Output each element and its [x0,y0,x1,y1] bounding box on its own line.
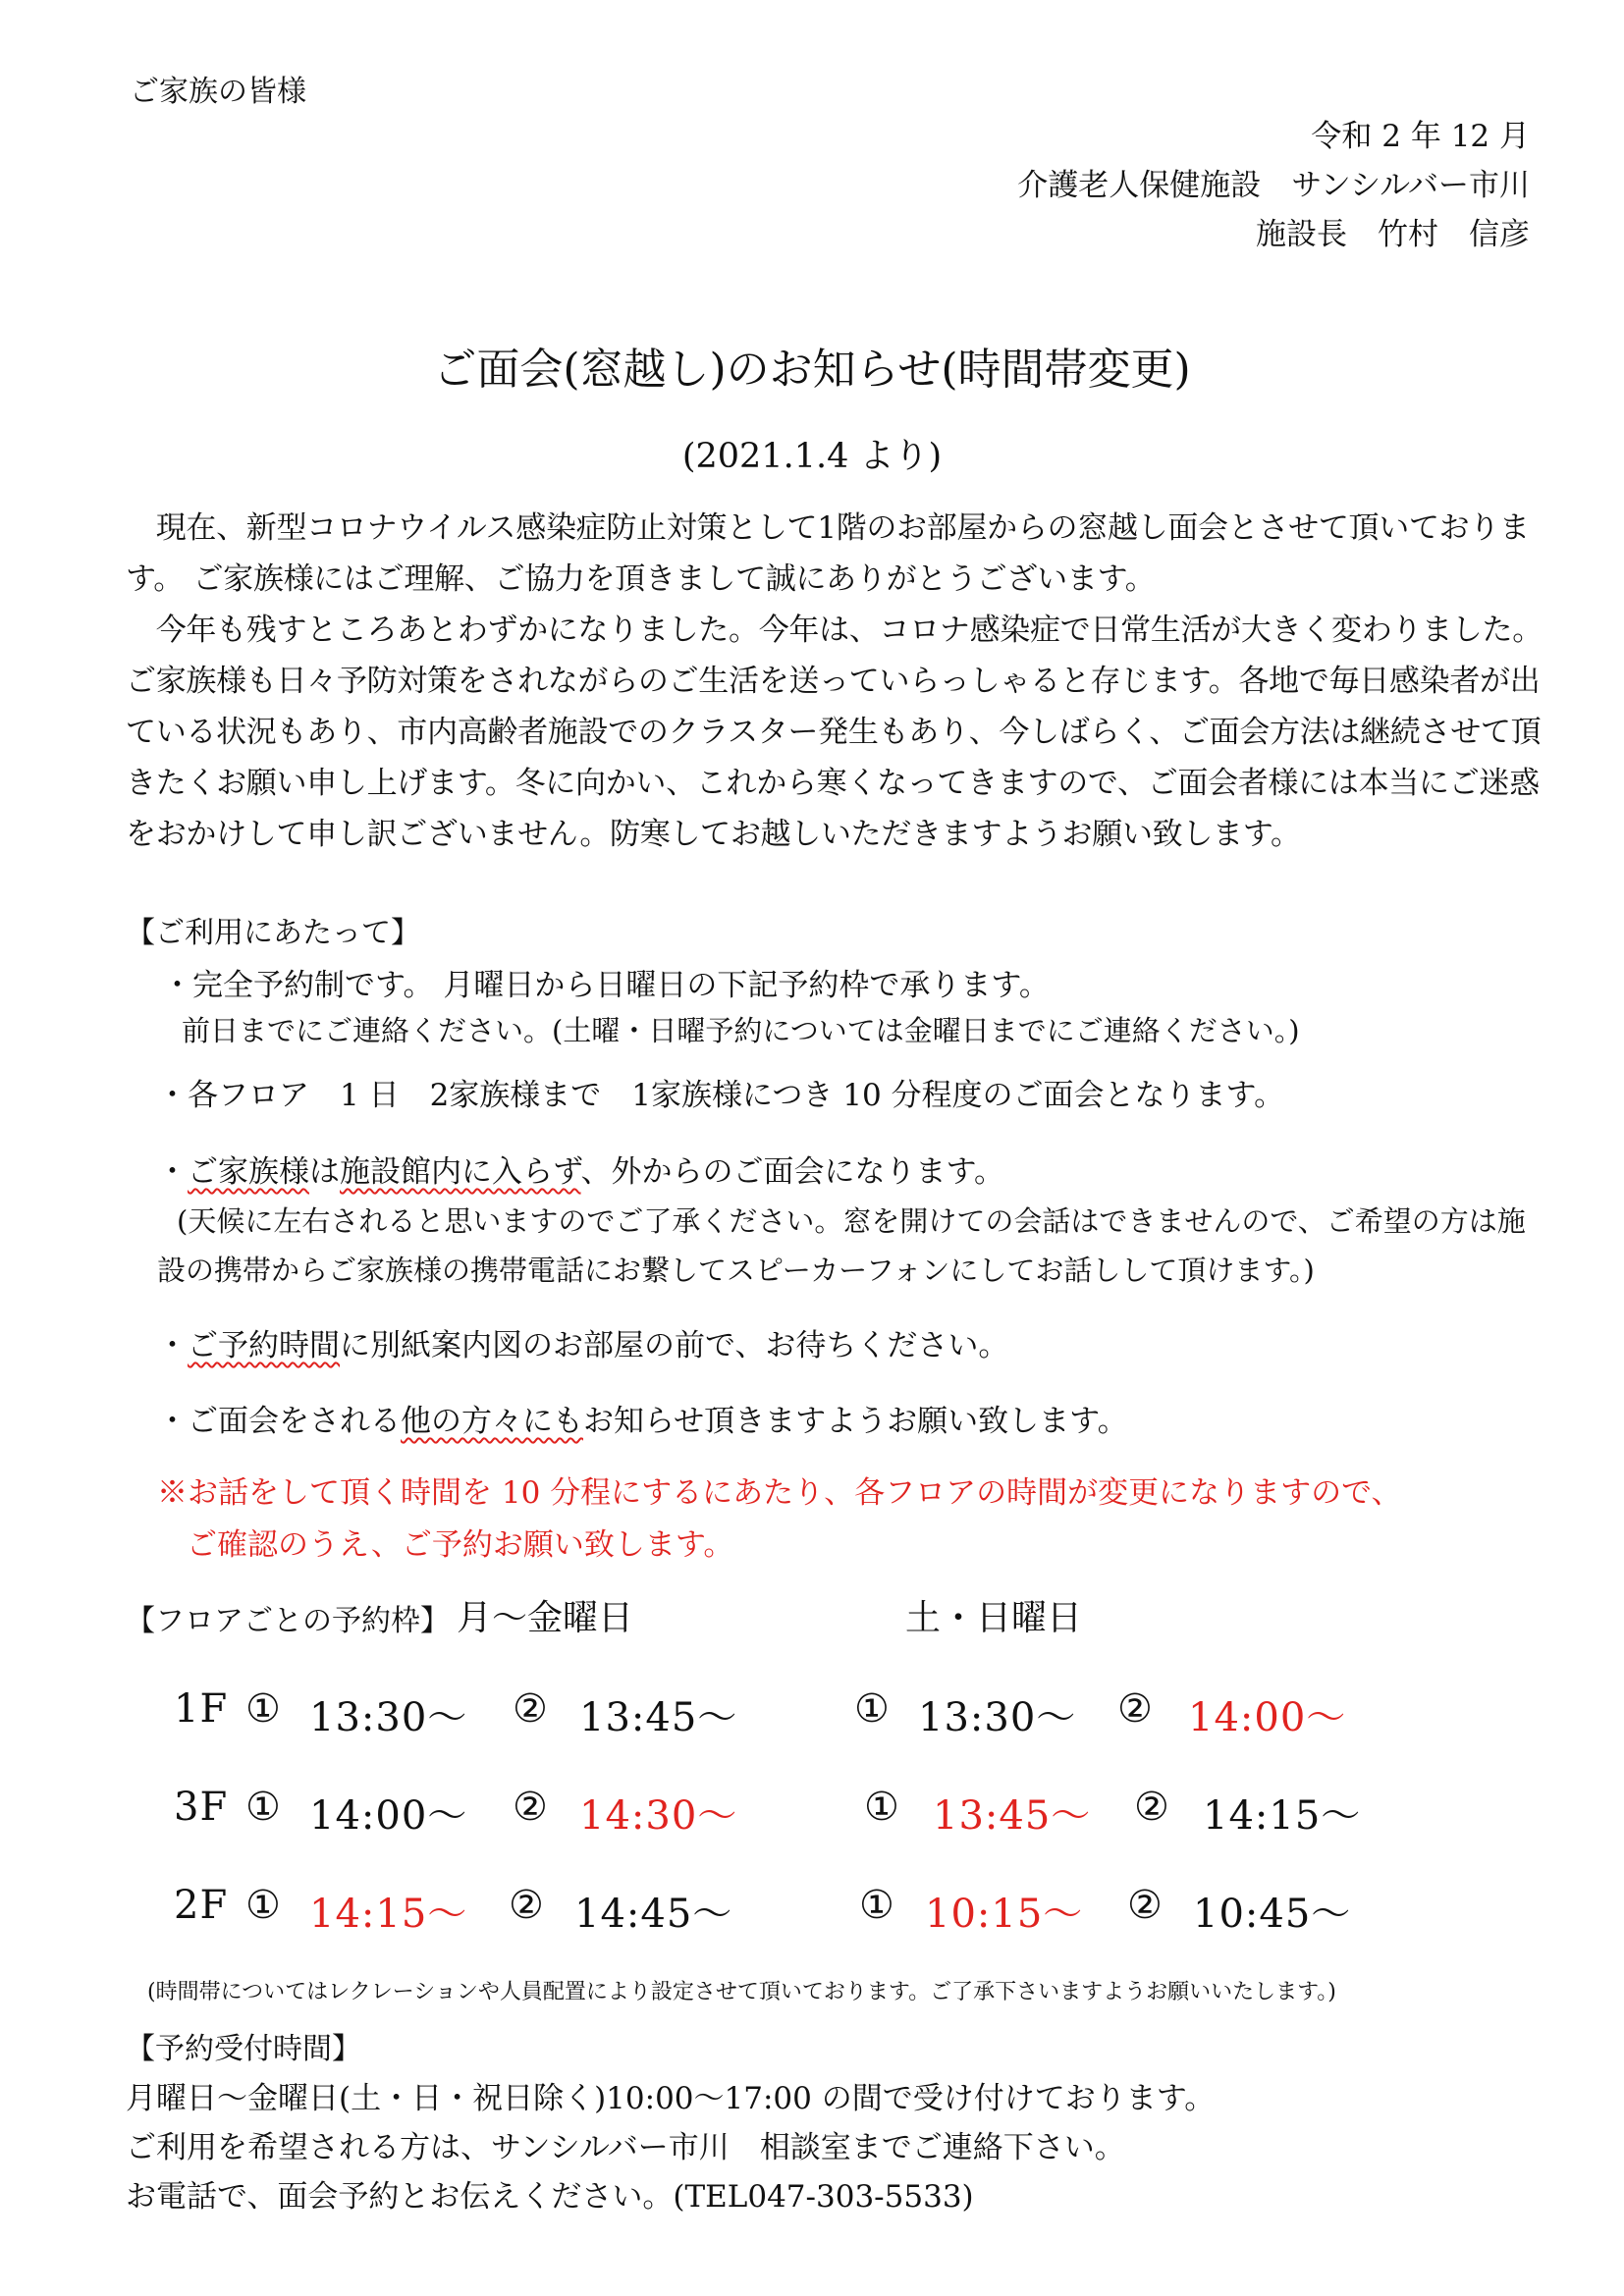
usage-item-4 [157,1320,1008,1364]
usage-item-3-underline-1: ご家族様 [188,1154,309,1190]
warning-line-2: ご確認のうえ、ご予約お願い致します。 [187,1527,734,1563]
reception-line-3: お電話で、面会予約とお伝えください。(TEL047-303-5533) [126,2179,974,2215]
slot-mark: ② [509,1883,545,1928]
facility-name: 介護老人保健施設 サンシルバー市川 [1017,168,1530,203]
reception-line-2: ご利用を希望される方は、サンシルバー市川 相談室までご連絡下さい。 [126,2130,1125,2165]
weekend-slot-1: 13:45～ [933,1793,1092,1839]
page-title: ご面会(窓越し)のお知らせ(時間帯変更) [433,345,1191,395]
reception-line-1: 月曜日～金曜日(土・日・祝日除く)10:00～17:00 の間で受け付けております。 [126,2081,1216,2116]
slot-mark: ② [1134,1785,1170,1830]
weekday-label: 月～金曜日 [457,1598,634,1638]
schedule-note: (時間帯についてはレクレーションや人員配置により設定させて頂いております。ご了承下さいますようお願いいたします。) [147,1980,1336,2004]
usage-item-3 [157,1147,1004,1191]
usage-item-3-note-1: (天候に左右されると思いますのでご了承ください。窓を開けての会話はできませんので、ご希望の方は施 [177,1204,1526,1238]
addressee: ご家族の皆様 [130,75,306,109]
intro-paragraph-1: 現在、新型コロナウイルス感染症防止対策として1階のお部屋からの窓越し面会とさせて頂いております。 ご家族様にはご理解、ご協力を頂きまして誠にありがとうございます。 [126,510,1530,597]
weekday-slot-1: 14:15～ [309,1892,468,1937]
usage-item-3-underline-2: 施設館内に入らず [340,1154,581,1190]
weekday-slot-1: 14:00～ [309,1793,468,1839]
slot-mark: ② [513,1686,549,1732]
usage-item-2: ・各フロア 1 日 2家族様まで 1家族様につき 10 分程度のご面会となります。 [157,1078,1285,1113]
slot-mark: ① [854,1686,891,1732]
usage-item-4-prefix: ・ [157,1328,188,1363]
usage-item-1a: ・完全予約制です。 月曜日から日曜日の下記予約枠で承ります。 [162,968,1050,1003]
slot-mark: ① [245,1686,282,1732]
usage-item-3-note-2: 設の携帯からご家族様の携帯電話にお繋してスピーカーフォンにしてお話しして頂けます。) [157,1254,1315,1287]
weekend-slot-1: 13:30～ [918,1695,1077,1740]
usage-item-5 [157,1396,1128,1440]
weekday-slot-2: 14:30～ [579,1793,738,1839]
floor-label: 2F [174,1883,229,1928]
usage-heading: 【ご利用にあたって】 [126,916,420,950]
usage-item-4-underline: ご予約時間 [188,1328,340,1363]
usage-item-5-suffix: お知らせ頂きますようお願い致します。 [583,1404,1128,1439]
weekday-slot-1: 13:30～ [309,1695,468,1740]
intro-text [126,503,1549,860]
weekend-label: 土・日曜日 [905,1598,1083,1638]
slot-mark: ② [1127,1883,1164,1928]
slot-mark: ② [513,1785,549,1830]
slot-mark: ① [864,1785,900,1830]
slot-mark: ① [245,1785,282,1830]
weekend-slot-2: 14:15～ [1203,1793,1362,1839]
weekend-slot-1: 10:15～ [925,1892,1084,1937]
issue-date: 令和 2 年 12 月 [1311,119,1530,154]
usage-item-3-prefix: ・ [157,1154,188,1190]
schedule-heading: 【フロアごとの予約枠】 [126,1604,450,1638]
usage-item-1b: 前日までにご連絡ください。(土曜・日曜予約については金曜日までにご連絡ください。) [182,1014,1300,1047]
floor-label: 3F [174,1785,229,1830]
warning-line-1: ※お話をして頂く時間を 10 分程にするにあたり、各フロアの時間が変更になりますので、 [157,1475,1402,1511]
usage-item-5-underline: 他の方々にも [401,1404,583,1439]
usage-item-3-suffix: 、外からのご面会になります。 [580,1154,1005,1190]
weekend-slot-2: 14:00～ [1188,1695,1347,1740]
usage-item-4-suffix: に別紙案内図のお部屋の前で、お待ちください。 [340,1328,1009,1363]
reception-heading: 【予約受付時間】 [126,2032,361,2066]
floor-label: 1F [174,1686,229,1732]
slot-mark: ① [859,1883,895,1928]
director-name: 施設長 竹村 信彦 [1256,217,1530,252]
usage-item-3-mid: は [309,1154,340,1190]
weekend-slot-2: 10:45～ [1193,1892,1352,1937]
slot-mark: ② [1117,1686,1154,1732]
weekday-slot-2: 13:45～ [579,1695,738,1740]
intro-paragraph-2: 今年も残すところあとわずかになりました。今年は、コロナ感染症で日常生活が大きく変わりました。ご家族様も日々予防対策をされながらのご生活を送っていらっしゃると存じます。各地で毎日感染者が出ている状況もあり、市内高齢者施設でのクラスター発生もあり、今しばらく、ご面会方法は継続させて頂きたくお願い申し上げます。冬に向かい、これから寒くなってきますので、ご面会者様には本当にご迷惑をおかけして申し訳ございません。防寒してお越しいただきますようお願い致します。 [126,613,1543,852]
weekday-slot-2: 14:45～ [574,1892,733,1937]
effective-date: (2021.1.4 より) [681,437,943,476]
slot-mark: ① [245,1883,282,1928]
usage-item-5-prefix: ・ご面会をされる [157,1404,401,1439]
